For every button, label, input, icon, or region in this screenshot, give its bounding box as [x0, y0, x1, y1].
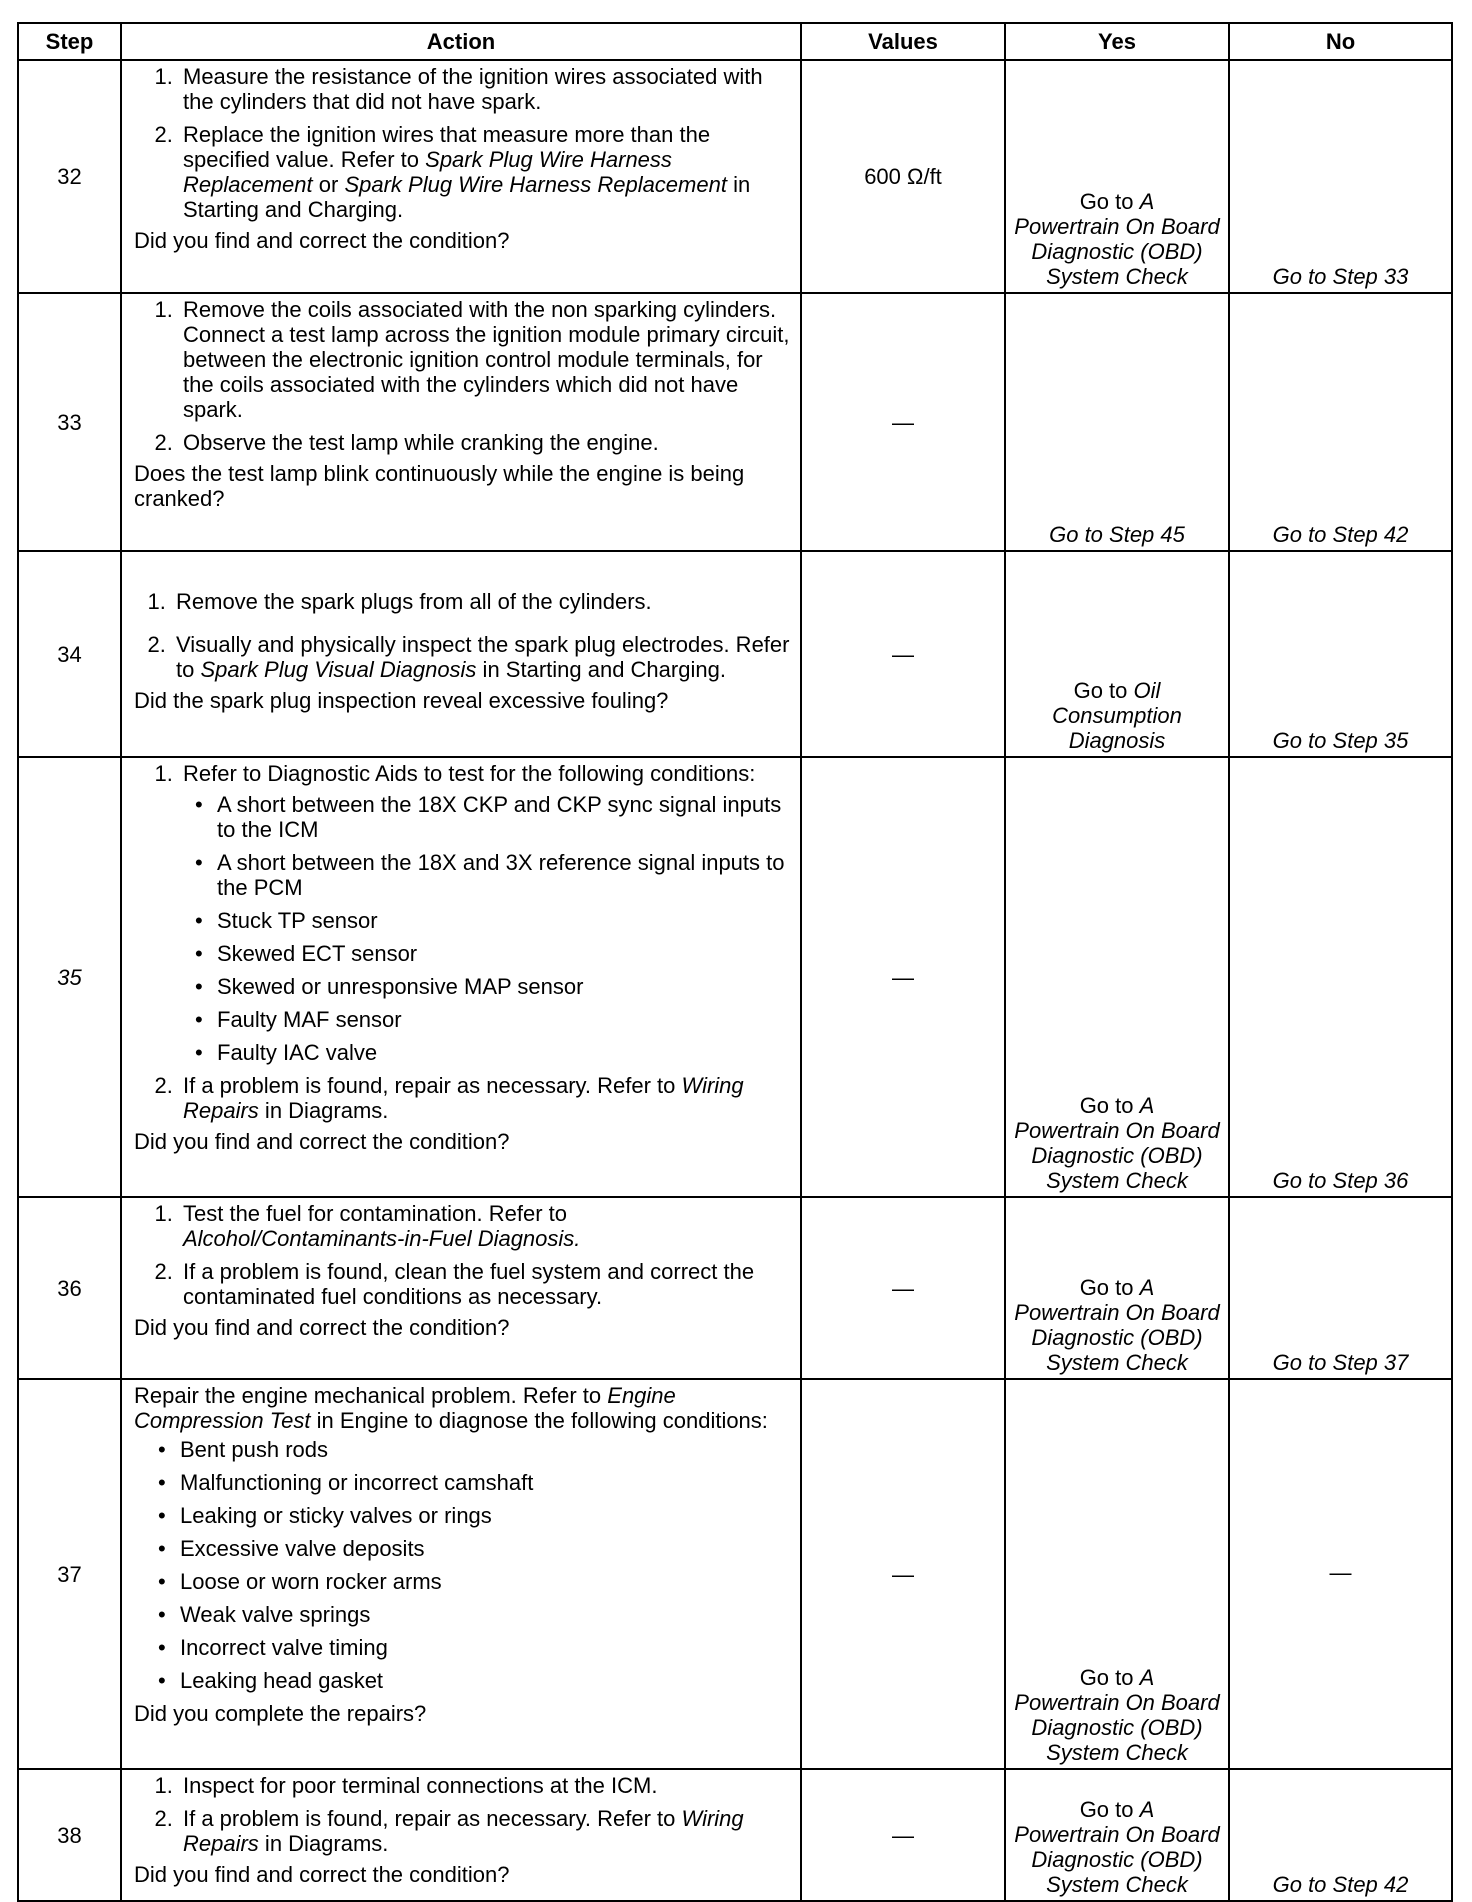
text: Refer to Diagnostic Aids to test for the following conditions: [183, 761, 756, 786]
step-number: 37 [18, 1379, 121, 1769]
list-item: • Skewed ECT sensor [217, 941, 792, 966]
question: Did you find and correct the condition? [134, 228, 510, 253]
text: Starting and Charging. [505, 657, 726, 682]
step-number: 36 [18, 1197, 121, 1379]
no-cell: Go to Step 36 [1229, 757, 1452, 1197]
question: Did you find and correct the condition? [134, 1129, 510, 1154]
text: Replace the ignition wires that measure more than the specified value. Refer to [183, 122, 711, 172]
condition-list [183, 792, 792, 1065]
reference-link: Wiring Repairs [183, 1073, 744, 1123]
action-steps [134, 1201, 792, 1309]
table-row [18, 293, 1452, 551]
text: If a problem is found, repair as necessary. Refer to [183, 1073, 682, 1098]
list-item: • Leaking or sticky valves or rings [180, 1503, 792, 1528]
text: If a problem is found, repair as necessary. Refer to [183, 1806, 682, 1831]
table-row [18, 60, 1452, 293]
action-step: 1. Remove the spark plugs from all of the cylinders. [172, 589, 792, 614]
yes-cell [1005, 1197, 1229, 1379]
no-cell: — [1229, 1379, 1452, 1769]
text: Go to [1079, 1093, 1140, 1118]
table-row [18, 1379, 1452, 1769]
text: Powertrain On Board Diagnostic (OBD) System Check [1014, 1690, 1220, 1765]
action-cell [121, 551, 801, 757]
no-cell: Go to Step 37 [1229, 1197, 1452, 1379]
text: A [1139, 1275, 1155, 1300]
text: in [726, 172, 751, 197]
yes-cell: Go to Step 45 [1005, 293, 1229, 551]
condition-list [134, 1437, 792, 1693]
value-cell: — [801, 757, 1005, 1197]
header-step: Step [18, 23, 121, 60]
step-number: 35 [18, 757, 121, 1197]
action-cell [121, 293, 801, 551]
header-row [18, 23, 1452, 60]
yes-cell [1005, 60, 1229, 293]
reference-link: Spark Plug Wire Harness Replacement [344, 172, 727, 197]
list-item: • Bent push rods [180, 1437, 792, 1462]
text: A [1139, 1797, 1155, 1822]
list-item: • Weak valve springs [180, 1602, 792, 1627]
text: Oil [1133, 678, 1161, 703]
question: Does the test lamp blink continuously while the engine is being cranked? [134, 461, 745, 511]
step-number: 34 [18, 551, 121, 757]
text: Remove the coils associated with the non sparking cylinders. [183, 297, 777, 322]
text: Go to [1079, 1275, 1140, 1300]
text: Powertrain On Board Diagnostic (OBD) System Check [1014, 1300, 1220, 1375]
value-cell: 600 Ω/ft [801, 60, 1005, 293]
text: Go to [1073, 678, 1134, 703]
text: Visually and physically inspect the spark plug electrodes. Refer to [176, 632, 790, 682]
text: Diagrams. [288, 1831, 389, 1856]
action-steps [134, 297, 792, 455]
text: A [1139, 189, 1155, 214]
no-cell: Go to Step 33 [1229, 60, 1452, 293]
reference-link: Engine Compression Test [134, 1383, 676, 1433]
header-no: No [1229, 23, 1452, 60]
step-number: 32 [18, 60, 121, 293]
list-item: • Malfunctioning or incorrect camshaft [180, 1470, 792, 1495]
action-steps [134, 761, 792, 1123]
action-cell [121, 1197, 801, 1379]
question: Did you find and correct the condition? [134, 1315, 510, 1340]
text: Consumption Diagnosis [1052, 703, 1182, 753]
list-item: • Incorrect valve timing [180, 1635, 792, 1660]
reference-link: Spark Plug Visual Diagnosis [200, 657, 477, 682]
action-step: 1. Measure the resistance of the ignition wires associated with the cylinders that did not have spark. [179, 64, 792, 114]
action-step [179, 1201, 792, 1251]
text: Diagrams. [288, 1098, 389, 1123]
text: in Engine to diagnose the following conditions: [310, 1408, 768, 1433]
list-item: • Stuck TP sensor [217, 908, 792, 933]
value-cell: — [801, 1379, 1005, 1769]
reference-link: Spark Plug Wire Harness Replacement [183, 147, 672, 197]
header-values: Values [801, 23, 1005, 60]
question: Did you complete the repairs? [134, 1701, 427, 1726]
question: Did the spark plug inspection reveal excessive fouling? [134, 688, 669, 713]
list-item: • Skewed or unresponsive MAP sensor [217, 974, 792, 999]
question: Did you find and correct the condition? [134, 1862, 510, 1887]
table-row [18, 551, 1452, 757]
action-step [179, 122, 792, 222]
list-item: • A short between the 18X CKP and CKP sync signal inputs to the ICM [217, 792, 792, 842]
action-cell [121, 1379, 801, 1769]
yes-cell [1005, 551, 1229, 757]
action-step [179, 1806, 792, 1856]
value-cell: — [801, 1769, 1005, 1901]
yes-cell [1005, 757, 1229, 1197]
action-step [179, 761, 792, 1065]
step-number: 33 [18, 293, 121, 551]
value-cell: — [801, 293, 1005, 551]
text: Powertrain On Board Diagnostic (OBD) System Check [1014, 1118, 1220, 1193]
yes-cell [1005, 1379, 1229, 1769]
step-number: 38 [18, 1769, 121, 1901]
action-step [172, 632, 792, 682]
header-yes: Yes [1005, 23, 1229, 60]
header-action: Action [121, 23, 801, 60]
text: Connect a test lamp across the ignition module primary circuit, between the electronic ignition control module terminals, for the coils associated with the cylinders which did not have spark. [183, 322, 790, 422]
text: Go to [1079, 189, 1140, 214]
no-cell: Go to Step 35 [1229, 551, 1452, 757]
action-step: 1. Inspect for poor terminal connections at the ICM. [179, 1773, 792, 1798]
text: Powertrain On Board Diagnostic (OBD) System Check [1014, 1822, 1220, 1897]
action-step [179, 1073, 792, 1123]
list-item: • Faulty MAF sensor [217, 1007, 792, 1032]
action-steps [134, 589, 792, 682]
list-item: • Loose or worn rocker arms [180, 1569, 792, 1594]
action-step: 2. If a problem is found, clean the fuel system and correct the contaminated fuel conditions as necessary. [179, 1259, 792, 1309]
text: in [258, 1831, 289, 1856]
action-cell [121, 757, 801, 1197]
list-item: • Leaking head gasket [180, 1668, 792, 1693]
list-item: • A short between the 18X and 3X reference signal inputs to the PCM [217, 850, 792, 900]
spacer [134, 555, 792, 589]
text: Go to [1079, 1665, 1140, 1690]
no-cell: Go to Step 42 [1229, 1769, 1452, 1901]
list-item: • Faulty IAC valve [217, 1040, 792, 1065]
table-row [18, 1769, 1452, 1901]
action-steps [134, 1773, 792, 1856]
text: in [476, 657, 506, 682]
text: Powertrain On Board Diagnostic (OBD) System Check [1014, 214, 1220, 289]
action-step [179, 297, 792, 422]
reference-link: Wiring Repairs [183, 1806, 744, 1856]
text: A [1139, 1093, 1155, 1118]
action-steps [134, 64, 792, 222]
text: Test the fuel for contamination. Refer to [183, 1201, 567, 1226]
action-cell [121, 60, 801, 293]
table-row [18, 1197, 1452, 1379]
text: Starting and Charging. [183, 197, 404, 222]
yes-cell [1005, 1769, 1229, 1901]
action-cell [121, 1769, 801, 1901]
text: A [1139, 1665, 1155, 1690]
diagnostic-table [17, 22, 1453, 1902]
no-cell: Go to Step 42 [1229, 293, 1452, 551]
text: Repair the engine mechanical problem. Refer to [134, 1383, 608, 1408]
value-cell: — [801, 1197, 1005, 1379]
value-cell: — [801, 551, 1005, 757]
table-row [18, 757, 1452, 1197]
text: or [312, 172, 345, 197]
reference-link: Alcohol/Contaminants-in-Fuel Diagnosis. [183, 1226, 581, 1251]
text: Go to [1079, 1797, 1140, 1822]
intro-text [134, 1383, 792, 1433]
text: in [258, 1098, 289, 1123]
action-step: 2. Observe the test lamp while cranking the engine. [179, 430, 792, 455]
list-item: • Excessive valve deposits [180, 1536, 792, 1561]
